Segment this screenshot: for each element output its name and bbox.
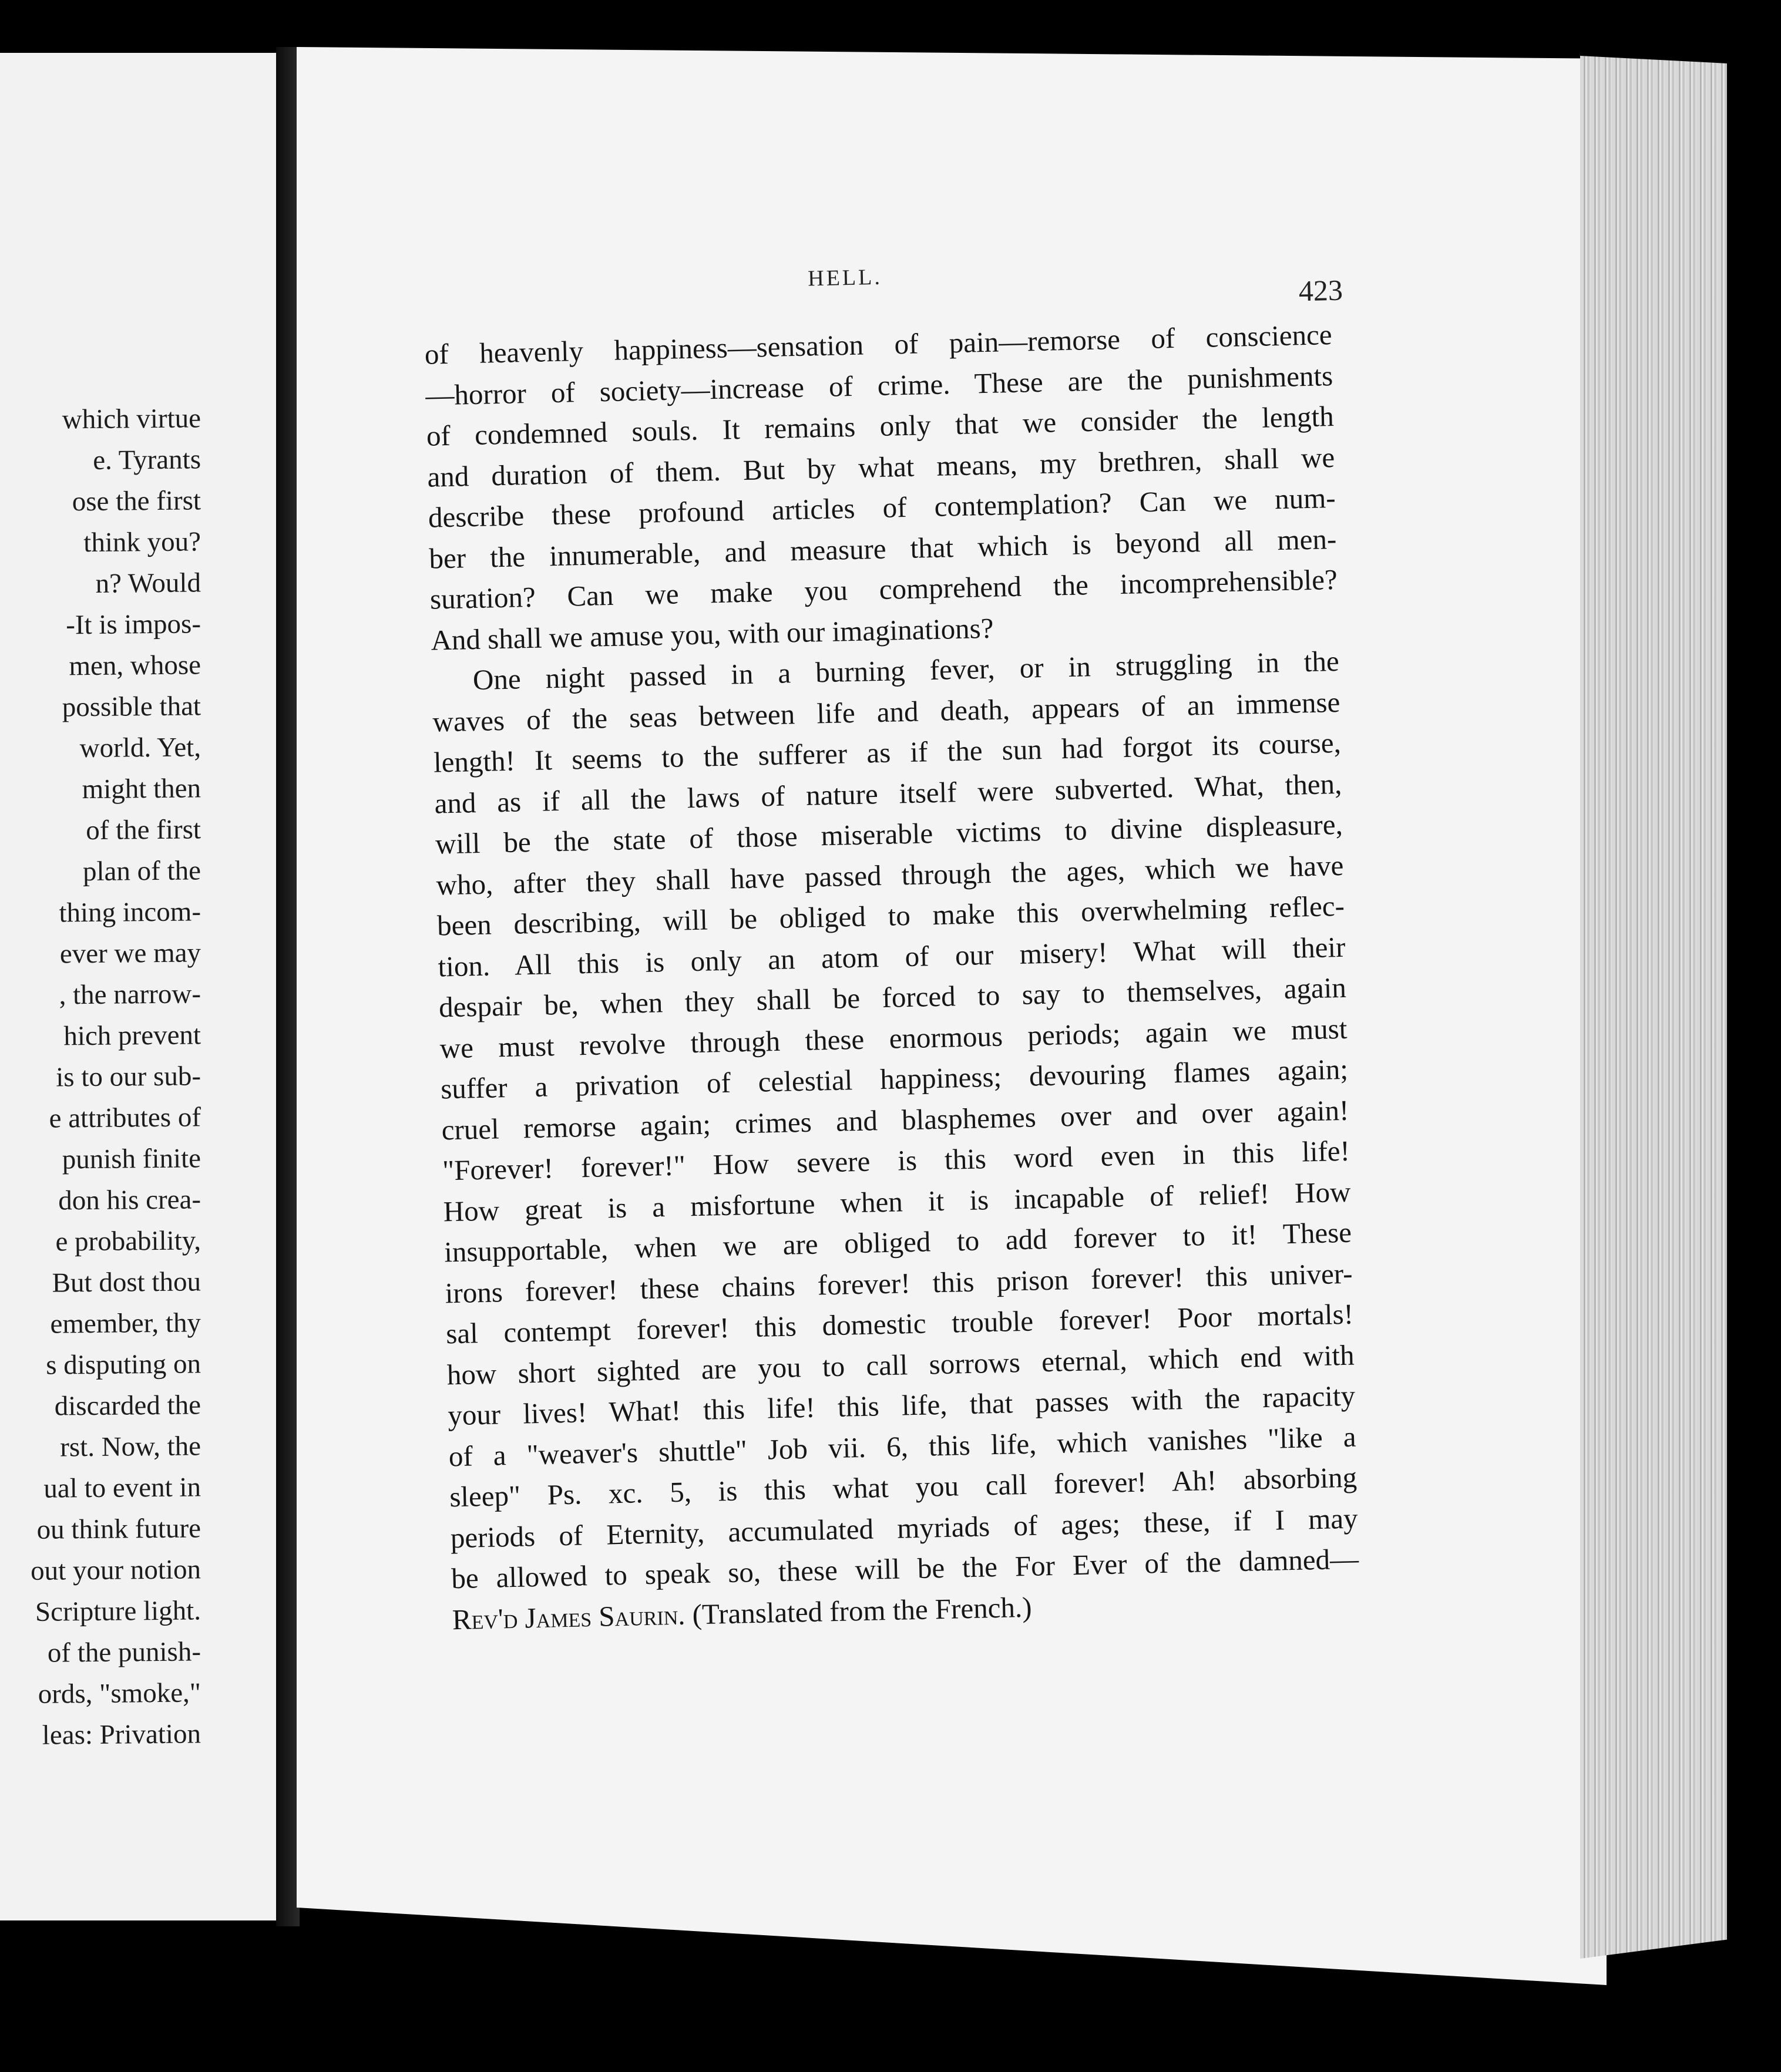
text-line: be allowed to speak so, these will be the For Ever of the damned—	[451, 1542, 1359, 1595]
left-page	[0, 53, 278, 1920]
left-page-line: e. Tyrants	[92, 444, 201, 476]
text-line: how short sighted are you to call sorrows eternal, which end with	[446, 1338, 1355, 1391]
left-page-line: ose the first	[72, 485, 201, 517]
body-text	[424, 314, 1360, 1640]
left-page-line: Scripture light.	[35, 1595, 201, 1627]
left-page-line: leas: Privation	[42, 1718, 201, 1751]
text-line: One night passed in a burning fever, or in struggling in the	[472, 644, 1340, 697]
left-page-line: s disputing on	[46, 1348, 201, 1381]
left-page-text	[0, 399, 201, 1756]
text-line: suration? Can we make you comprehend the incomprehensible?	[429, 563, 1338, 615]
left-page-line: of the punish-	[47, 1636, 201, 1669]
left-page-line: ever we may	[59, 937, 201, 970]
left-page-line: is to our sub-	[56, 1061, 201, 1093]
left-page-line: don his crea-	[58, 1184, 201, 1216]
text-line: your lives! What! this life! this life, that passes with the rapacity	[447, 1379, 1356, 1432]
text-line: waves of the seas between life and death, appears of an immense	[432, 685, 1340, 738]
left-page-line: punish finite	[62, 1143, 201, 1175]
text-line: who, after they shall have passed through the ages, which we have	[436, 849, 1344, 902]
translation-note: (Translated from the French.)	[684, 1590, 1033, 1631]
text-line: will be the state of those miserable victims to divine displeasure,	[435, 808, 1343, 860]
left-page-line: , the narrow-	[59, 978, 201, 1011]
left-page-line: discarded the	[54, 1390, 201, 1422]
left-page-line: -It is impos-	[65, 608, 201, 641]
text-line: cruel remorse again; crimes and blasphemes over and over again!	[441, 1094, 1349, 1146]
left-page-line: possible that	[62, 691, 201, 723]
left-page-line: world. Yet,	[79, 732, 201, 764]
running-head: HELL.	[807, 264, 883, 291]
text-line: insupportable, when we are obliged to add forever to it! These	[443, 1216, 1352, 1269]
text-line: length! It seems to the sufferer as if the sun had forgot its course,	[433, 726, 1342, 779]
text-line: of a "weaver's shuttle" Job vii. 6, this life, which vanishes "like a	[448, 1420, 1357, 1472]
left-page-line: n? Would	[95, 567, 201, 599]
left-page-line: which virtue	[62, 403, 201, 435]
text-line: And shall we amuse you, with our imaginations?	[430, 611, 994, 657]
page-number: 423	[1298, 273, 1343, 308]
left-page-line: think you?	[83, 526, 201, 559]
book-gutter	[276, 47, 300, 1926]
left-page-line: hich prevent	[63, 1020, 201, 1052]
left-page-line: thing incom-	[59, 896, 201, 929]
left-page-line: out your notion	[30, 1554, 201, 1586]
text-line: suffer a privation of celestial happiness; devouring flames again;	[440, 1052, 1349, 1105]
text-line: of heavenly happiness—sensation of pain—remorse of conscience	[424, 318, 1333, 371]
text-line: sleep" Ps. xc. 5, is this what you call forever! Ah! absorbing	[449, 1461, 1357, 1513]
left-page-line: emember, thy	[50, 1307, 201, 1340]
text-line: and as if all the laws of nature itself were subverted. What, then,	[434, 767, 1342, 820]
text-line: How great is a misfortune when it is incapable of relief! How	[443, 1175, 1351, 1227]
left-page-line: of the first	[85, 814, 201, 846]
left-page-line: might then	[82, 773, 201, 805]
text-line: we must revolve through these enormous periods; again we must	[439, 1012, 1347, 1064]
text-line: ber the innumerable, and measure that which is beyond all men-	[428, 522, 1337, 575]
left-page-line: ual to event in	[43, 1472, 201, 1504]
text-line: tion. All this is only an atom of our misery! What will their	[438, 930, 1346, 983]
text-line: "Forever! forever!" How severe is this word even in this life!	[442, 1134, 1350, 1187]
text-line: of condemned souls. It remains only that we consider the length	[426, 400, 1335, 452]
left-page-line: men, whose	[69, 650, 201, 682]
text-line: describe these profound articles of contemplation? Can we num-	[428, 482, 1336, 534]
left-page-line: rst. Now, the	[60, 1431, 201, 1463]
left-page-line: ords, "smoke,"	[38, 1677, 201, 1710]
author-signature: Rev'd James Saurin.	[452, 1598, 686, 1636]
left-page-line: But dost thou	[52, 1266, 201, 1299]
text-line: been describing, will be obliged to make this overwhelming reflec-	[436, 889, 1345, 942]
left-page-line: e attributes of	[49, 1102, 201, 1134]
text-line: and duration of them. But by what means, my brethren, shall we	[426, 440, 1335, 493]
text-line: irons forever! these chains forever! this prison forever! this univer-	[445, 1257, 1353, 1309]
left-page-line: ou think future	[36, 1513, 201, 1545]
text-line: periods of Eternity, accumulated myriads of ages; these, if I may	[450, 1502, 1359, 1554]
text-line: despair be, when they shall be forced to say to themselves, again	[438, 971, 1347, 1024]
left-page-line: e probability,	[55, 1225, 201, 1257]
text-line: —horror of society—increase of crime. These are the punishments	[425, 359, 1333, 412]
text-line: sal contempt forever! this domestic trouble forever! Poor mortals!	[445, 1297, 1354, 1350]
left-page-line: plan of the	[82, 855, 201, 887]
page-edges	[1580, 56, 1727, 1959]
